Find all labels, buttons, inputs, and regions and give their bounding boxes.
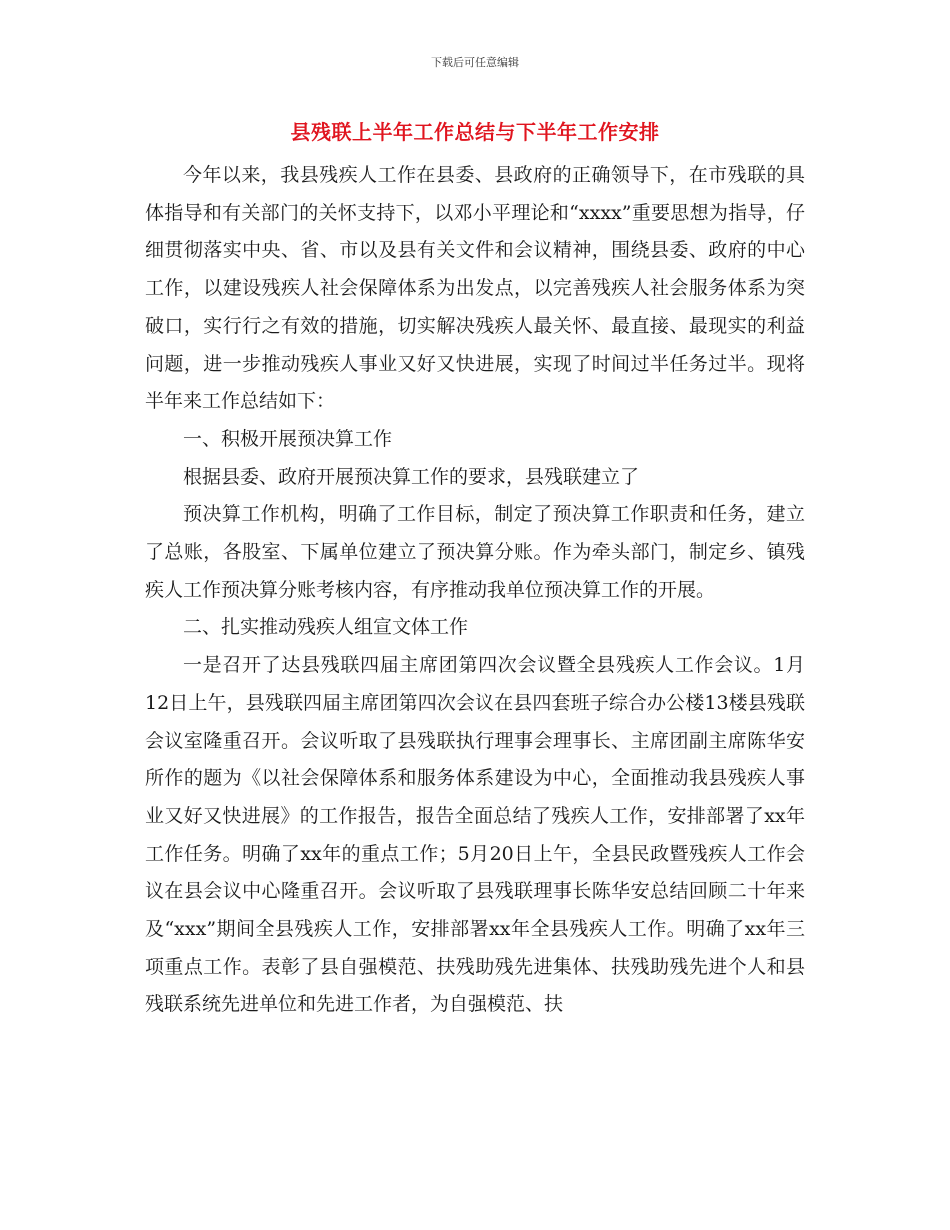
document-title: 县残联上半年工作总结与下半年工作安排 <box>290 120 660 144</box>
header-note: 下载后可任意编辑 <box>431 56 519 69</box>
paragraph-1: 根据县委、政府开展预决算工作的要求，县残联建立了 <box>183 465 640 488</box>
document-body <box>145 157 805 1024</box>
section-heading-1: 一、积极开展预决算工作 <box>183 427 393 450</box>
section-heading-2: 二、扎实推动残疾人组宣文体工作 <box>183 616 469 639</box>
paragraph-3: 一是召开了达县残联四届主席团第四次会议暨全县残疾人工作会议。1月12日上午，县残联四届主席团第四次会议在县四套班子综合办公楼13楼县残联会议室隆重召开。会议听取了县残联执行理事会理事长、主席团副主席陈华安所作的题为《以社会保障体系和服务体系建设为中心，全面推动我县残疾人事业又好又快进展》的工作报告，报告全面总结了残疾人工作，安排部署了xx年工作任务。明确了xx年的重点工作；5月20日上午，全县民政暨残疾人工作会议在县会议中心隆重召开。会议听取了县残联理事长陈华安总结回顾二十年来及“xxx”期间全县残疾人工作，安排部署xx年全县残疾人工作。明确了xx年三项重点工作。表彰了县自强模范、扶残助残先进集体、扶残助残先进个人和县残联系统先进单位和先进工作者，为自强模范、扶 <box>145 654 805 1016</box>
paragraph-2: 预决算工作机构，明确了工作目标，制定了预决算工作职责和任务，建立了总账，各股室、下属单位建立了预决算分账。作为牵头部门，制定乡、镇残疾人工作预决算分账考核内容，有序推动我单位预决算工作的开展。 <box>145 503 805 601</box>
paragraph-intro: 今年以来，我县残疾人工作在县委、县政府的正确领导下，在市残联的具体指导和有关部门的关怀支持下，以邓小平理论和“xxxx”重要思想为指导，仔细贯彻落实中央、省、市以及县有关文件和会议精神，围绕县委、政府的中心工作，以建设残疾人社会保障体系为出发点，以完善残疾人社会服务体系为突破口，实行行之有效的措施，切实解决残疾人最关怀、最直接、最现实的利益问题，进一步推动残疾人事业又好又快进展，实现了时间过半任务过半。现将半年来工作总结如下： <box>145 164 805 413</box>
